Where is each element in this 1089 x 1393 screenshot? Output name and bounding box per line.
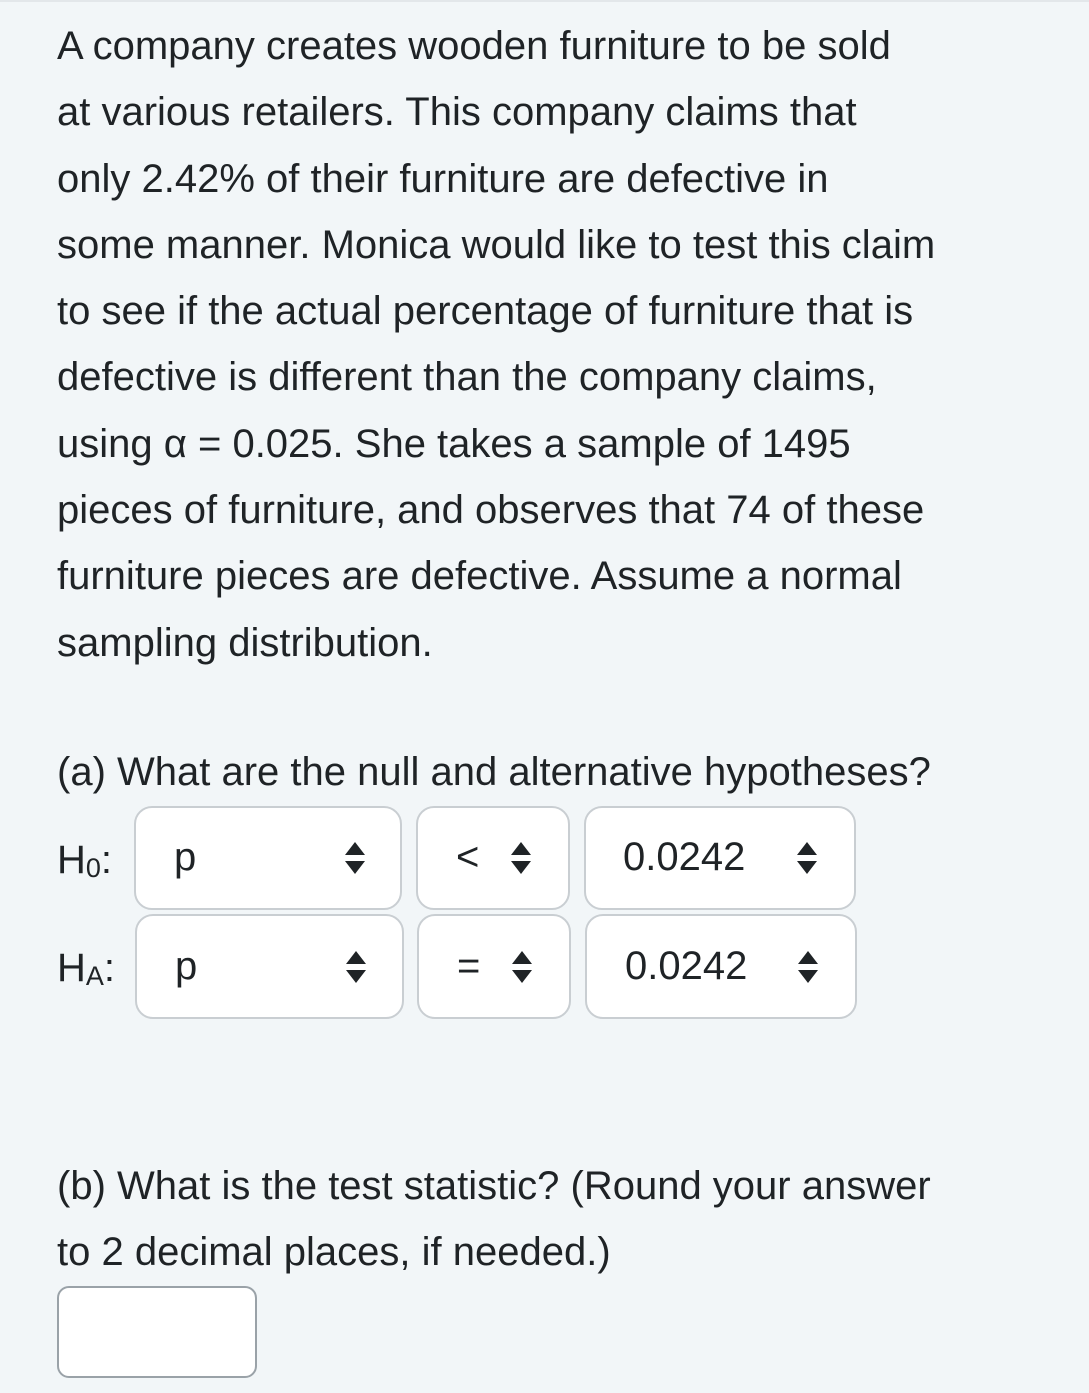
- h0-value-select[interactable]: [584, 806, 856, 910]
- ha-parameter-select[interactable]: [135, 914, 404, 1019]
- updown-arrows-icon: [797, 950, 819, 984]
- problem-line: A company creates wooden furniture to be sold: [57, 24, 891, 68]
- alternative-hypothesis-label: [57, 944, 115, 996]
- ha-value: 0.0242: [625, 943, 748, 988]
- problem-line: sampling distribution.: [57, 620, 433, 665]
- ha-parameter-value: p: [175, 943, 198, 988]
- problem-line: some manner. Monica would like to test this claim: [57, 222, 936, 267]
- problem-line: at various retailers. This company claims that: [57, 90, 857, 135]
- part-a-question: (a) What are the null and alternative hypotheses?: [57, 750, 931, 794]
- h0-value: 0.0242: [623, 835, 746, 880]
- h0-operator-value: <: [456, 835, 480, 880]
- h0-parameter-value: p: [174, 835, 197, 880]
- hypothesis-h: H: [57, 946, 86, 990]
- test-statistic-input[interactable]: [57, 1286, 257, 1378]
- updown-arrows-icon: [510, 841, 532, 875]
- problem-line: using α = 0.025. She takes a sample of 1495: [57, 421, 851, 466]
- ha-operator-select[interactable]: [417, 914, 571, 1019]
- h0-parameter-select[interactable]: [134, 806, 402, 910]
- h0-operator-select[interactable]: [416, 806, 570, 910]
- updown-arrows-icon: [796, 841, 818, 875]
- top-divider: [0, 0, 1089, 2]
- part-b-question-line: (b) What is the test statistic? (Round your answer: [57, 1164, 931, 1208]
- hypothesis-colon: :: [100, 838, 113, 882]
- problem-line: pieces of furniture, and observes that 74 of these: [57, 488, 925, 533]
- problem-line: furniture pieces are defective. Assume a normal: [57, 554, 902, 599]
- problem-line: only 2.42% of their furniture are defective in: [57, 156, 829, 201]
- hypothesis-h: H: [57, 838, 86, 882]
- part-b-question: [57, 1153, 1067, 1285]
- ha-value-select[interactable]: [585, 914, 857, 1019]
- part-b-question-line: to 2 decimal places, if needed.): [57, 1230, 611, 1274]
- problem-statement: [57, 13, 1067, 676]
- updown-arrows-icon: [344, 841, 366, 875]
- hypothesis-subscript: 0: [85, 853, 101, 883]
- updown-arrows-icon: [345, 950, 367, 984]
- null-hypothesis-label: [57, 836, 112, 888]
- hypothesis-subscript: A: [85, 961, 104, 991]
- problem-line: defective is different than the company claims,: [57, 355, 877, 400]
- hypothesis-colon: :: [103, 946, 116, 990]
- ha-operator-value: =: [457, 943, 481, 988]
- updown-arrows-icon: [511, 950, 533, 984]
- problem-line: to see if the actual percentage of furniture that is: [57, 289, 914, 334]
